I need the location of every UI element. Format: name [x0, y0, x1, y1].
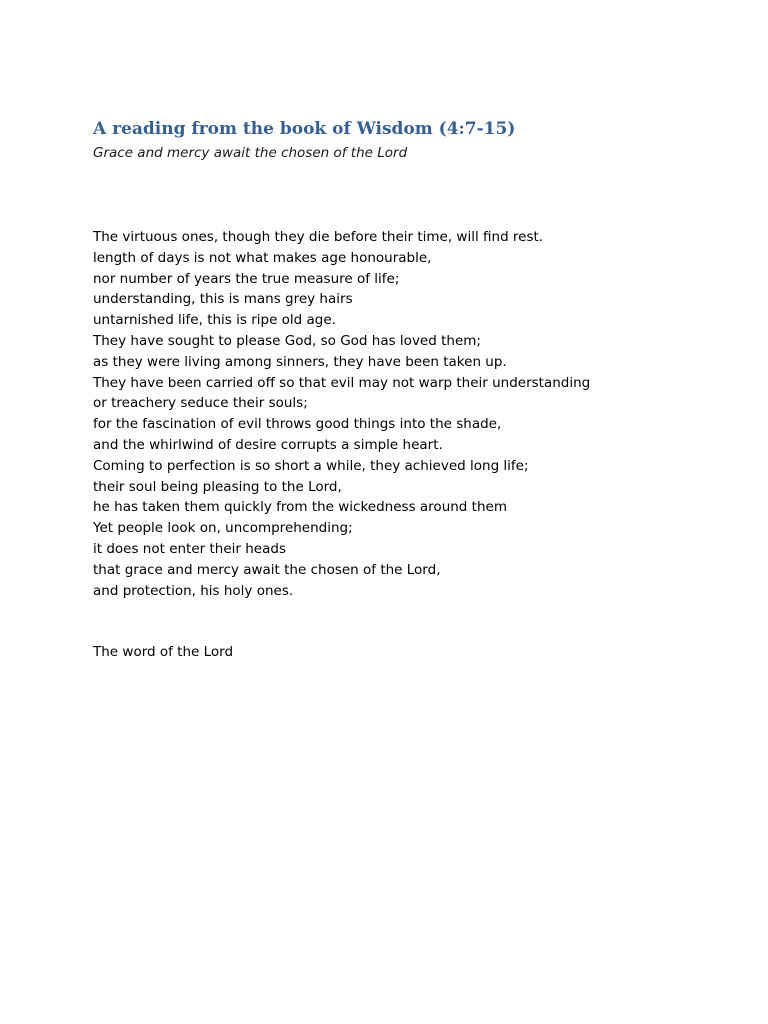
- verse-line: and the whirlwind of desire corrupts a simple heart.: [93, 436, 443, 453]
- reading-verses: [93, 227, 753, 601]
- verse-line: or treachery seduce their souls;: [93, 395, 308, 412]
- verse-line: untarnished life, this is ripe old age.: [93, 312, 336, 329]
- verse-line: nor number of years the true measure of life;: [93, 270, 400, 287]
- verse-line: for the fascination of evil throws good things into the shade,: [93, 416, 502, 433]
- verse-line: as they were living among sinners, they have been taken up.: [93, 353, 507, 370]
- verse-line: he has taken them quickly from the wickedness around them: [93, 499, 507, 516]
- verse-line: understanding, this is mans grey hairs: [93, 291, 353, 308]
- verse-line: it does not enter their heads: [93, 540, 286, 557]
- verse-line: their soul being pleasing to the Lord,: [93, 478, 342, 495]
- verse-line: The virtuous ones, though they die before their time, will find rest.: [93, 229, 544, 245]
- reading-closing: The word of the Lord: [93, 644, 234, 660]
- verse-line: that grace and mercy await the chosen of the Lord,: [93, 561, 441, 578]
- reading-subtitle: Grace and mercy await the chosen of the Lord: [93, 145, 408, 161]
- verse-line: They have been carried off so that evil may not warp their understanding: [93, 374, 591, 391]
- verse-line: Coming to perfection is so short a while, they achieved long life;: [93, 457, 529, 474]
- verse-line: length of days is not what makes age honourable,: [93, 249, 432, 266]
- verse-line: Yet people look on, uncomprehending;: [93, 520, 353, 537]
- verse-line: They have sought to please God, so God has loved them;: [93, 332, 481, 349]
- reading-title: A reading from the book of Wisdom (4:7-15): [93, 119, 516, 139]
- verse-line: and protection, his holy ones.: [93, 582, 294, 599]
